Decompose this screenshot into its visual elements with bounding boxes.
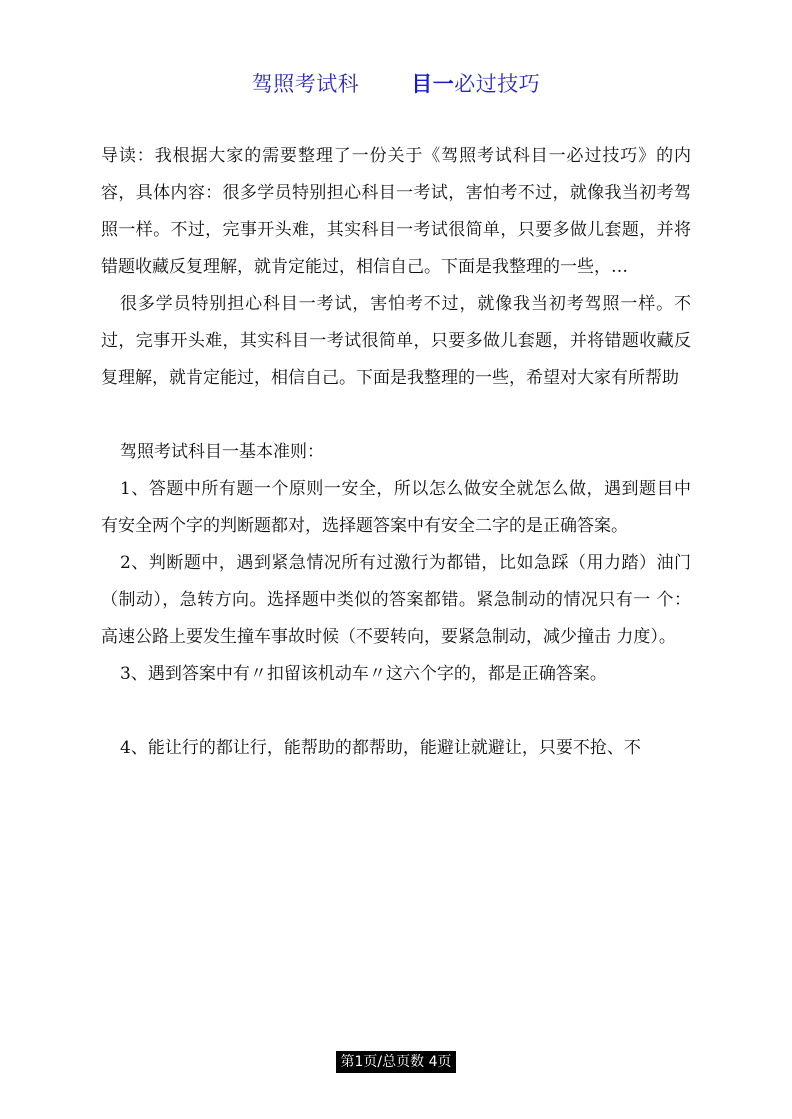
document-title — [0, 68, 792, 98]
rule-4: 4、能让行的都让行，能帮助的都帮助，能避让就避让，只要不抢、不 — [120, 738, 641, 758]
page-number: 第1页/总页数 4页 — [336, 1051, 457, 1073]
title-part-2: 目一 — [411, 71, 455, 96]
body-paragraph-1: 很多学员特别担心科目一考试，害怕考不过，就像我当初考驾照一样。不过，完事开头难，其实科目一考试很简单，只要多做儿套题，并将错题收藏反复理解，就肯定能过，相信自己。下面是我整理的一些，希望对大家有所帮助 — [101, 294, 691, 388]
title-part-1: 驾照考试科 — [251, 72, 360, 96]
rule-3: 3、遇到答案中有〃扣留该机动车〃这六个字的，都是正确答案。 — [120, 664, 607, 684]
rule-1: 1、答题中所有题一个原则一安全，所以怎么做安全就怎么做，遇到题目中有安全两个字的判断题都对，选择题答案中有安全二字的是正确答案。 — [101, 479, 691, 536]
page-footer — [0, 1051, 792, 1073]
section-heading: 驾照考试科目一基本准则： — [120, 442, 324, 462]
paragraph-gap — [101, 693, 691, 730]
intro-paragraph: 导读：我根据大家的需要整理了一份关于《驾照考试科目一必过技巧》的内容，具体内容：很多学员特别担心科目一考试，害怕考不过，就像我当初考驾照一样。不过，完事开头难，其实科目一考试很简单，只要多做儿套题，并将错题收藏反复理解，就肯定能过，相信自己。下面是我整理的一些，… — [101, 146, 691, 277]
rule-2: 2、判断题中，遇到紧急情况所有过激行为都错，比如急踩（用力踏）油门（制动），急转方向。选择题中类似的答案都错。紧急制动的情况只有一 个：高速公路上要发生撞车事故时候（不要转向，要紧急制动，减少撞击 力度）。 — [101, 553, 691, 647]
title-part-3: 必过技巧 — [454, 72, 541, 96]
paragraph-gap — [101, 397, 691, 434]
document-body — [101, 138, 691, 767]
